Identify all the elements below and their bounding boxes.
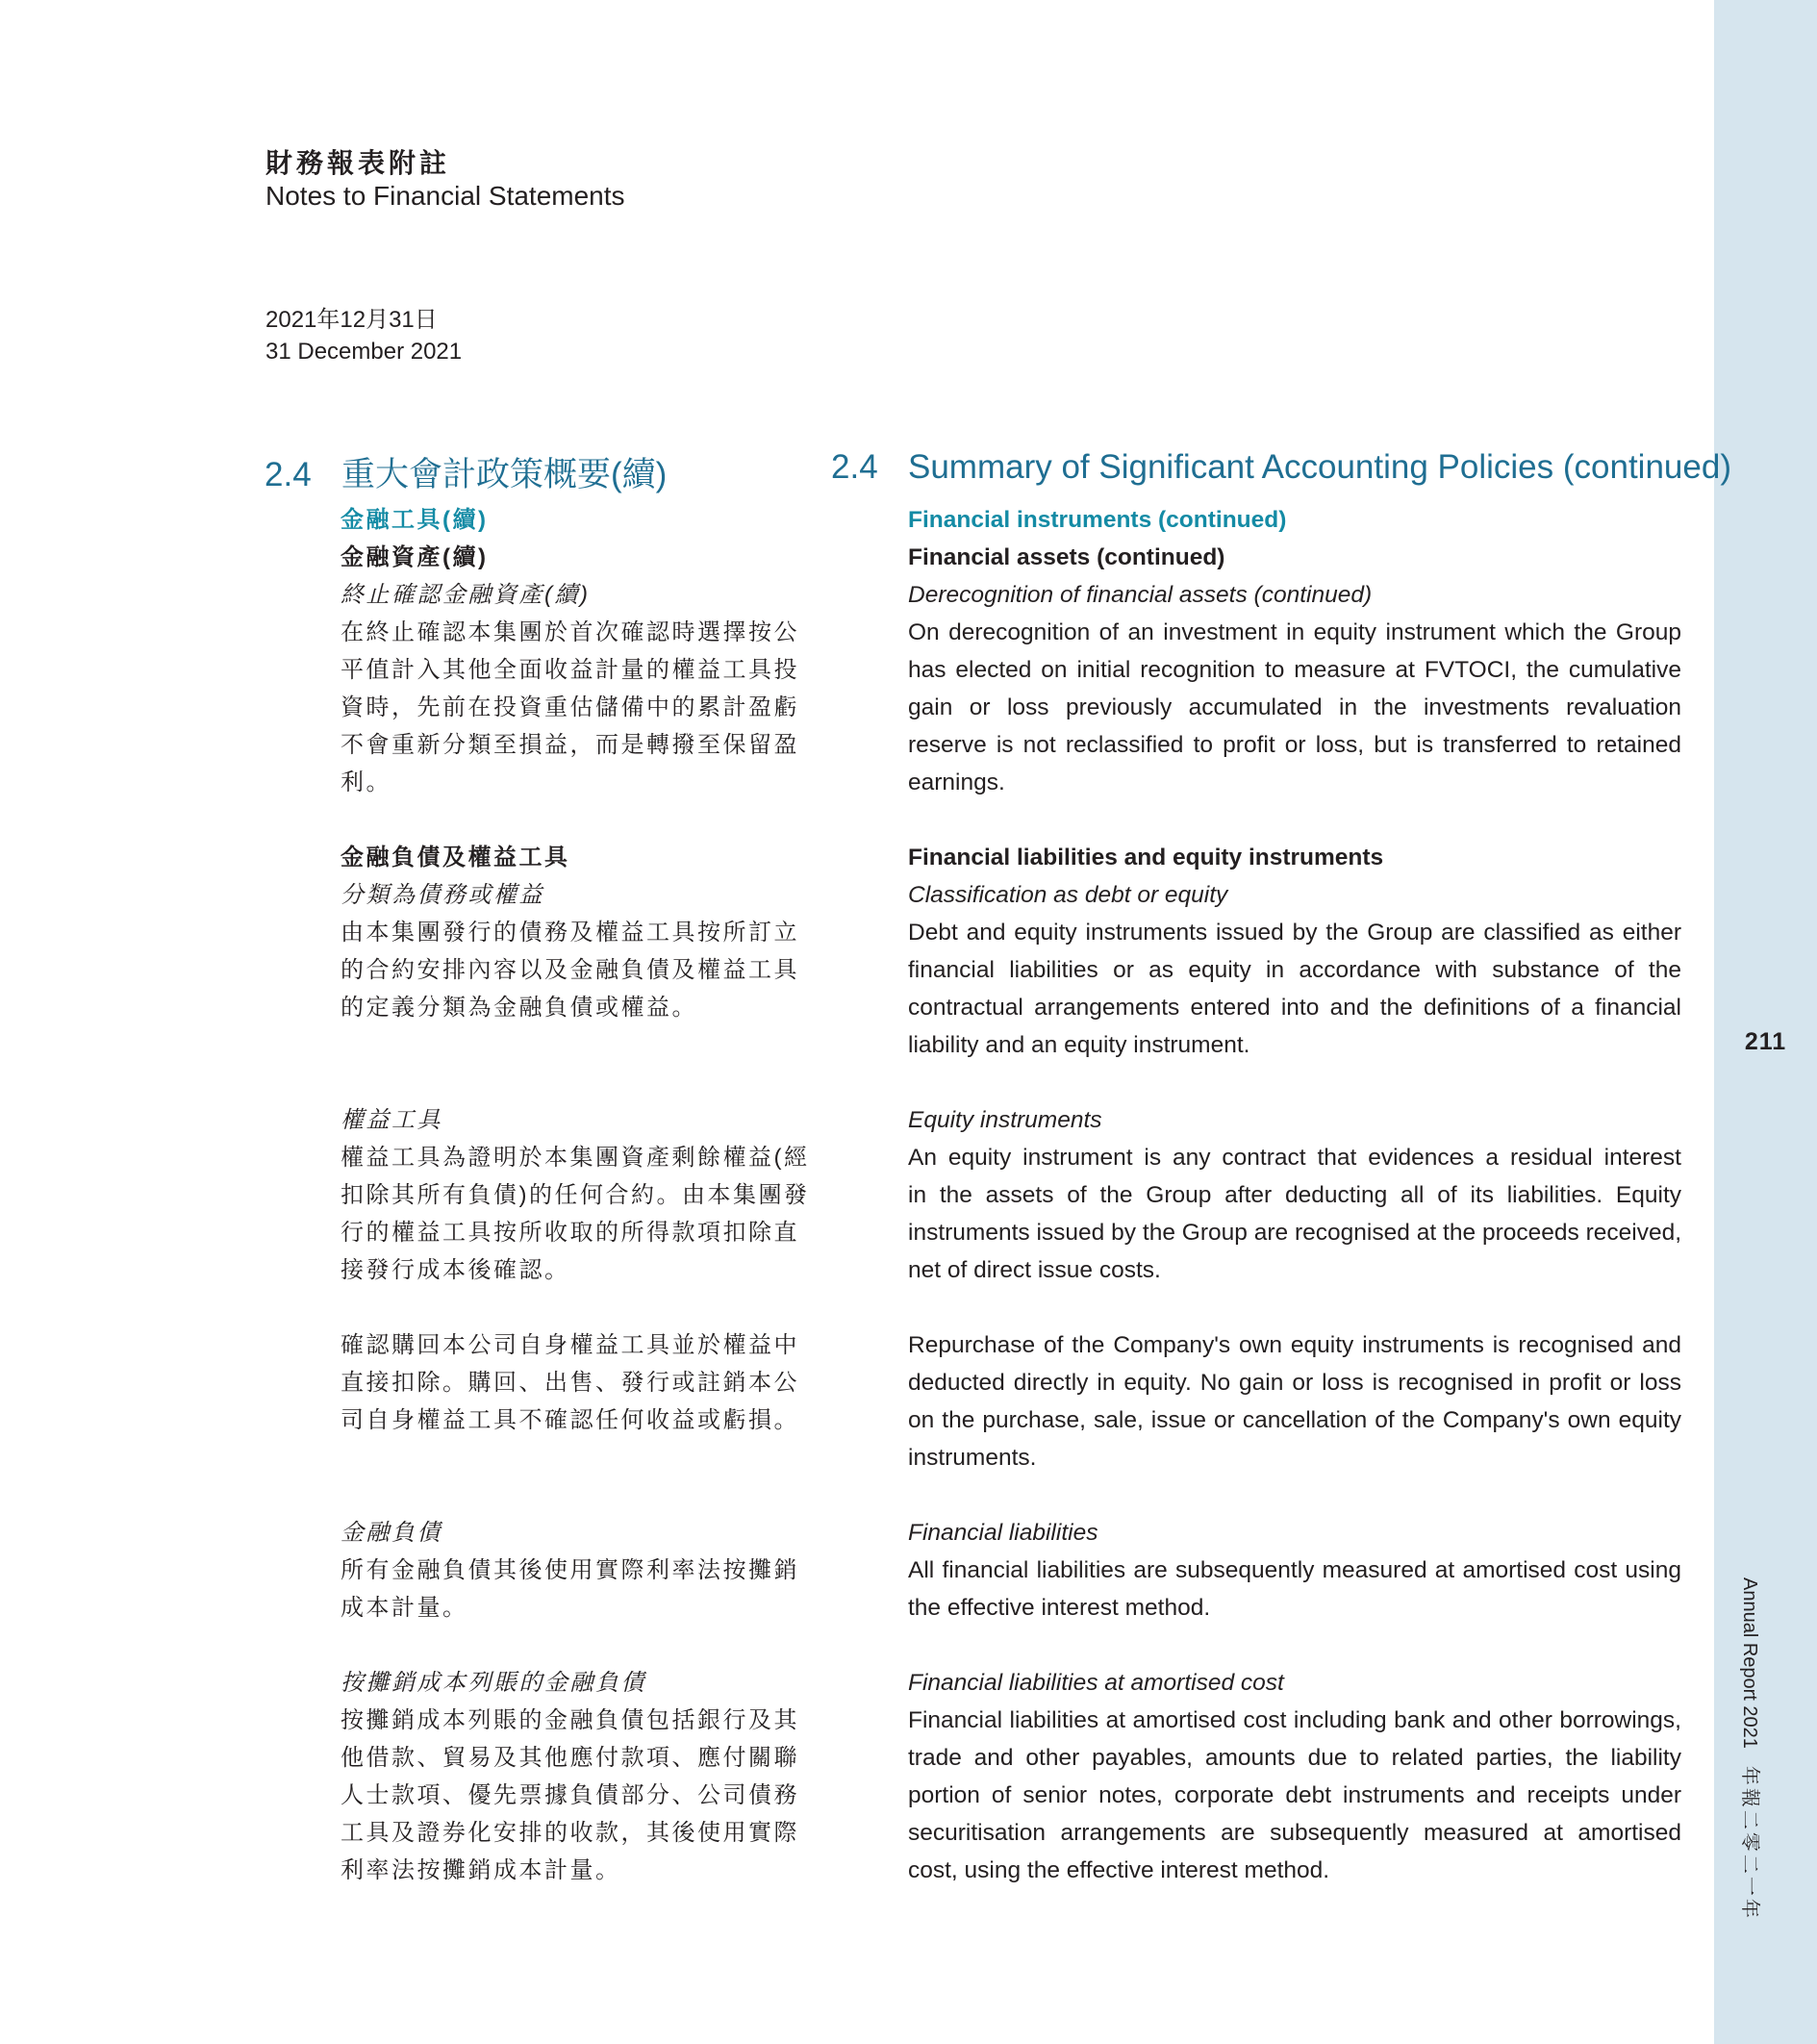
en-derec-line: On derecognition of an investment in equity instrument which the Group bbox=[908, 619, 1681, 645]
report-label bbox=[1738, 1577, 1766, 1921]
zh-derec-line: 利。 bbox=[341, 770, 391, 795]
en-fa-heading: Financial assets (continued) bbox=[908, 544, 1225, 570]
en-flac-line: cost, using the effective interest method. bbox=[908, 1857, 1330, 1883]
en-fl-line: the effective interest method. bbox=[908, 1595, 1211, 1621]
zh-repurchase-line: 司自身權益工具不確認任何收益或虧損。 bbox=[341, 1407, 799, 1433]
zh-fl-line: 所有金融負債其後使用實際利率法按攤銷 bbox=[341, 1557, 799, 1583]
en-eq-line: An equity instrument is any contract that evidences a residual interest bbox=[908, 1145, 1681, 1171]
date-en: 31 December 2021 bbox=[265, 339, 463, 365]
zh-flac-line: 他借款、貿易及其他應付款項、應付關聯 bbox=[341, 1745, 799, 1771]
en-flac-line: portion of senior notes, corporate debt instruments and receipts under bbox=[908, 1782, 1681, 1808]
en-eq-line: in the assets of the Group after deducting all of its liabilities. Equity bbox=[908, 1182, 1681, 1208]
zh-flac-line: 利率法按攤銷成本計量。 bbox=[341, 1857, 621, 1883]
zh-class-heading: 分類為債務或權益 bbox=[341, 882, 544, 908]
page-title-en: Notes to Financial Statements bbox=[265, 181, 625, 211]
zh-class-line: 的定義分類為金融負債或權益。 bbox=[341, 995, 697, 1021]
zh-eq-line: 接發行成本後確認。 bbox=[341, 1257, 570, 1283]
zh-derec-line: 不會重新分類至損益，而是轉撥至保留盈 bbox=[341, 732, 799, 758]
zh-eq-line: 扣除其所有負債)的任何合約。由本集團發 bbox=[341, 1182, 810, 1208]
zh-derec-line: 資時，先前在投資重估儲備中的累計盈虧 bbox=[341, 694, 799, 720]
zh-fa-heading: 金融資產(續) bbox=[341, 544, 489, 570]
en-flac-line: securitisation arrangements are subsequently measured at amortised bbox=[908, 1820, 1681, 1846]
en-repurchase-line: on the purchase, sale, issue or cancellation of the Company's own equity bbox=[908, 1407, 1681, 1433]
zh-eq-line: 權益工具為證明於本集團資產剩餘權益(經 bbox=[341, 1145, 810, 1171]
zh-fl-line: 成本計量。 bbox=[341, 1595, 468, 1621]
zh-flac-line: 按攤銷成本列賬的金融負債包括銀行及其 bbox=[341, 1707, 799, 1733]
section-title-zh bbox=[265, 448, 667, 496]
en-repurchase-line: Repurchase of the Company's own equity instruments is recognised and bbox=[908, 1332, 1681, 1358]
en-fl-heading: Financial liabilities bbox=[908, 1520, 1098, 1546]
zh-flac-line: 人士款項、優先票據負債部分、公司債務 bbox=[341, 1782, 799, 1808]
section-title-en bbox=[831, 448, 1731, 487]
section-heading-zh: 重大會計政策概要(續) bbox=[341, 456, 668, 493]
en-eq-line: instruments issued by the Group are recognised at the proceeds received, bbox=[908, 1220, 1681, 1246]
en-repurchase-line: instruments. bbox=[908, 1445, 1037, 1471]
en-derec-line: earnings. bbox=[908, 770, 1005, 795]
report-label-zh: 年報二零二一年 bbox=[1739, 1765, 1760, 1921]
en-eq-heading: Equity instruments bbox=[908, 1107, 1102, 1133]
en-eq-line: net of direct issue costs. bbox=[908, 1257, 1161, 1283]
en-class-line: Debt and equity instruments issued by the Group are classified as either bbox=[908, 920, 1681, 946]
en-flac-line: Financial liabilities at amortised cost including bank and other borrowings, bbox=[908, 1707, 1681, 1733]
zh-flac-line: 工具及證券化安排的收款，其後使用實際 bbox=[341, 1820, 799, 1846]
zh-fi-heading: 金融工具(續) bbox=[341, 507, 489, 533]
en-fl-eq-heading: Financial liabilities and equity instruments bbox=[908, 845, 1384, 871]
en-fl-line: All financial liabilities are subsequently measured at amortised cost using bbox=[908, 1557, 1681, 1583]
zh-fl-heading: 金融負債 bbox=[341, 1520, 442, 1546]
en-class-line: financial liabilities or as equity in accordance with substance of the bbox=[908, 957, 1681, 983]
zh-repurchase-line: 直接扣除。購回、出售、發行或註銷本公 bbox=[341, 1370, 799, 1396]
en-derec-heading: Derecognition of financial assets (continued) bbox=[908, 582, 1373, 608]
zh-derec-line: 在終止確認本集團於首次確認時選擇按公 bbox=[341, 619, 799, 645]
zh-derec-line: 平值計入其他全面收益計量的權益工具投 bbox=[341, 657, 799, 683]
chinese-column bbox=[341, 501, 810, 1889]
en-derec-line: reserve is not reclassified to profit or loss, but is transferred to retained bbox=[908, 732, 1681, 758]
section-heading-en: Summary of Significant Accounting Policies (continued) bbox=[908, 448, 1731, 486]
zh-fl-eq-heading: 金融負債及權益工具 bbox=[341, 845, 570, 871]
zh-repurchase-line: 確認購回本公司自身權益工具並於權益中 bbox=[341, 1332, 799, 1358]
section-number-zh: 2.4 bbox=[265, 456, 312, 493]
zh-class-line: 的合約安排內容以及金融負債及權益工具 bbox=[341, 957, 799, 983]
en-fi-heading: Financial instruments (continued) bbox=[908, 507, 1287, 533]
en-derec-line: has elected on initial recognition to measure at FVTOCI, the cumulative bbox=[908, 657, 1681, 683]
en-flac-heading: Financial liabilities at amortised cost bbox=[908, 1670, 1284, 1696]
en-flac-line: trade and other payables, amounts due to related parties, the liability bbox=[908, 1745, 1681, 1771]
page-number: 211 bbox=[1744, 1028, 1787, 1055]
section-number-en: 2.4 bbox=[831, 448, 878, 486]
page-title-zh: 財務報表附註 bbox=[265, 147, 451, 179]
en-derec-line: gain or loss previously accumulated in the investments revaluation bbox=[908, 694, 1681, 720]
en-repurchase-line: deducted directly in equity. No gain or loss is recognised in profit or loss bbox=[908, 1370, 1681, 1396]
zh-derec-heading: 終止確認金融資產(續) bbox=[341, 582, 591, 608]
date-zh: 2021年12月31日 bbox=[265, 307, 438, 333]
zh-flac-heading: 按攤銷成本列賬的金融負債 bbox=[341, 1670, 646, 1696]
english-column bbox=[908, 501, 1681, 1889]
zh-eq-heading: 權益工具 bbox=[341, 1107, 442, 1133]
report-label-en: Annual Report 2021 bbox=[1739, 1577, 1760, 1749]
en-class-line: liability and an equity instrument. bbox=[908, 1032, 1250, 1058]
zh-eq-line: 行的權益工具按所收取的所得款項扣除直 bbox=[341, 1220, 799, 1246]
en-class-heading: Classification as debt or equity bbox=[908, 882, 1228, 908]
zh-class-line: 由本集團發行的債務及權益工具按所訂立 bbox=[341, 920, 799, 946]
en-class-line: contractual arrangements entered into and the definitions of a financial bbox=[908, 995, 1681, 1021]
